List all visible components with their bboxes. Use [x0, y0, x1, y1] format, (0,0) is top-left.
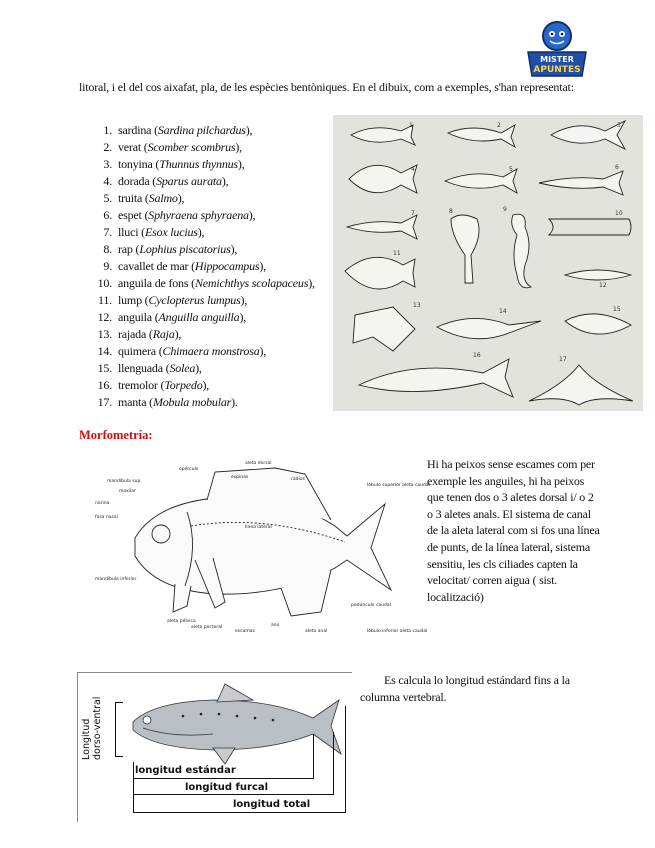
- anatomy-label-top2: espinas: [231, 475, 249, 480]
- fork-right-tick: [333, 732, 334, 795]
- species-number: 1.: [103, 123, 112, 137]
- total-line: [133, 812, 345, 813]
- fish-measurement-figure: [77, 672, 352, 822]
- measure-vertical-label: [81, 680, 103, 760]
- measure-paragraph: Es calcula lo longitud estándard fins a la columna vertebral.: [360, 673, 570, 704]
- species-number: 14.: [97, 344, 112, 358]
- species-latin-name: Salmo: [148, 191, 178, 205]
- fish-14-quimera: [437, 318, 541, 338]
- species-item: 14. quimera (Chimaera monstrosa),: [90, 343, 340, 360]
- species-number: 12.: [97, 310, 112, 324]
- plate-number: 6: [615, 164, 619, 171]
- species-latin-name: Torpedo: [164, 378, 203, 392]
- anatomy-label-left1: mandíbula sup.: [107, 479, 142, 484]
- species-latin-name: Scomber scombrus: [147, 140, 236, 154]
- standard-left-tick: [133, 762, 134, 778]
- species-common-name: tonyina: [118, 157, 153, 171]
- species-common-name: quimera: [118, 344, 156, 358]
- fish-11-lump: [345, 257, 415, 289]
- measure-fish-pelvic: [213, 748, 235, 764]
- species-latin-name: Hippocampus: [194, 259, 260, 273]
- total-right-tick: [345, 706, 346, 813]
- species-item: 16. tremolor (Torpedo),: [90, 377, 340, 394]
- plate-number: 9: [503, 206, 507, 213]
- fish-7-lluci: [347, 215, 417, 239]
- dv-bracket-bottom: [115, 756, 123, 757]
- species-common-name: anguila: [118, 310, 152, 324]
- fish-forms-illustration: [333, 115, 643, 411]
- label-longitud-total: longitud total: [233, 799, 311, 810]
- species-common-name: llenguada: [118, 361, 163, 375]
- anatomy-pelvic-fin: [173, 584, 191, 612]
- species-latin-name: Sardina pilchardus: [157, 123, 246, 137]
- plate-number: 5: [509, 166, 513, 173]
- species-number: 16.: [97, 378, 112, 392]
- fish-10-anguila-fons: [549, 219, 631, 235]
- fish-13-rajada: [353, 307, 415, 351]
- plate-number: 11: [393, 250, 401, 257]
- plate-number: 17: [559, 356, 567, 363]
- measure-fish-body: [133, 700, 341, 754]
- fish-12-anguila: [565, 270, 631, 280]
- anatomy-fish-body: [135, 498, 391, 595]
- species-item: 4. dorada (Sparus aurata),: [90, 173, 340, 190]
- species-latin-name: Sparus aurata: [156, 174, 222, 188]
- plate-number: 16: [473, 352, 481, 359]
- anatomy-label-left2: maxilar: [119, 489, 136, 494]
- species-number: 9.: [103, 259, 112, 273]
- plate-number: 2: [497, 122, 501, 129]
- species-number: 3.: [103, 157, 112, 171]
- anatomy-label-bottom3: aleta pélvica: [167, 619, 196, 624]
- plate-number: 8: [449, 208, 453, 215]
- species-common-name: manta: [118, 395, 147, 409]
- species-latin-name: Esox lucius: [144, 225, 198, 239]
- species-item: 10. anguila de fons (Nemichthys scolapaceus),: [90, 275, 340, 292]
- logo-text-1: MISTER: [540, 55, 574, 64]
- anatomy-label-left5: opérculo: [179, 467, 199, 472]
- species-number: 4.: [103, 174, 112, 188]
- fish-5-truita: [445, 169, 517, 193]
- plate-number: 13: [413, 302, 421, 309]
- species-common-name: rajada: [118, 327, 147, 341]
- species-number: 15.: [97, 361, 112, 375]
- anatomy-label-left3: narina: [95, 501, 110, 506]
- plate-number: 4: [411, 166, 415, 173]
- species-number: 13.: [97, 327, 112, 341]
- species-item: 15. llenguada (Solea),: [90, 360, 340, 377]
- fork-left-tick: [133, 778, 134, 794]
- species-common-name: truita: [118, 191, 143, 205]
- fish-1-sardina: [351, 125, 415, 145]
- logo-text-2: APUNTES: [533, 65, 581, 75]
- label-longitud-estandar: longitud estándar: [135, 765, 236, 776]
- species-item: 17. manta (Mobula mobular).: [90, 394, 340, 411]
- plate-number: 3: [617, 122, 621, 129]
- label-longitud-furcal: longitud furcal: [185, 782, 269, 793]
- dv-bracket-top: [115, 702, 123, 703]
- measure-fish-eye: [143, 716, 151, 724]
- species-item: 8. rap (Lophius piscatorius),: [90, 241, 340, 258]
- anatomy-label-mid1: línea lateral: [245, 525, 272, 530]
- measure-fish-dorsal: [217, 684, 253, 702]
- species-latin-name: Anguilla anguilla: [158, 310, 240, 324]
- dv-bracket-vertical: [115, 702, 116, 756]
- species-latin-name: Raja: [152, 327, 175, 341]
- species-common-name: dorada: [118, 174, 150, 188]
- mister-apuntes-logo: [522, 18, 592, 80]
- species-item: 11. lump (Cyclopterus lumpus),: [90, 292, 340, 309]
- anatomy-label-left4: fosa nasal: [95, 515, 118, 520]
- logo-mascot-head: [543, 22, 571, 50]
- species-item: 7. lluci (Esox lucius),: [90, 224, 340, 241]
- species-latin-name: Cyclopterus lumpus: [148, 293, 241, 307]
- fish-anatomy-diagram: [95, 456, 430, 652]
- species-common-name: tremolor: [118, 378, 158, 392]
- fork-line: [133, 794, 333, 795]
- anatomy-label-bottom1: escamas: [235, 629, 255, 634]
- species-common-name: cavallet de mar: [118, 259, 189, 273]
- total-left-tick: [133, 794, 134, 812]
- fish-2-verat: [448, 125, 515, 147]
- species-common-name: lump: [118, 293, 142, 307]
- species-latin-name: Sphyraena sphyraena: [148, 208, 249, 222]
- species-common-name: sardina: [118, 123, 152, 137]
- fish-9-cavallet: [512, 214, 531, 288]
- standard-line: [133, 778, 313, 779]
- species-latin-name: Thunnus thynnus: [159, 157, 238, 171]
- species-number: 10.: [97, 276, 112, 290]
- species-item: 13. rajada (Raja),: [90, 326, 340, 343]
- section-heading-morfometria: Morfometría:: [79, 428, 153, 442]
- anatomy-label-bottom4: ano: [271, 623, 280, 628]
- fish-3-tonyina: [551, 121, 625, 149]
- species-item: 12. anguila (Anguilla anguilla),: [90, 309, 340, 326]
- plate-number: 15: [613, 306, 621, 313]
- fish-15-llenguada: [565, 314, 631, 334]
- species-latin-name: Chimaera monstrosa: [162, 344, 260, 358]
- measure-vertical-label-1: Longitud: [81, 718, 92, 760]
- species-latin-name: Mobula mobular: [152, 395, 232, 409]
- plate-number: 10: [615, 210, 623, 217]
- fish-6-espet: [539, 171, 623, 195]
- plate-number: 12: [599, 282, 607, 289]
- measure-vertical-label-2: dorso-ventral: [92, 696, 103, 760]
- species-item: 5. truita (Salmo),: [90, 190, 340, 207]
- species-number: 5.: [103, 191, 112, 205]
- species-item: 6. espet (Sphyraena sphyraena),: [90, 207, 340, 224]
- measure-fish-drawing: [113, 678, 351, 770]
- species-item: 9. cavallet de mar (Hippocampus),: [90, 258, 340, 275]
- species-number: 7.: [103, 225, 112, 239]
- species-common-name: lluci: [118, 225, 139, 239]
- plate-number: 1: [409, 122, 413, 129]
- anatomy-label-top1: aleta dorsal: [245, 461, 272, 466]
- fish-17-manta: [529, 365, 633, 405]
- anatomy-label-right2: pedúnculo caudal: [351, 603, 391, 608]
- side-paragraph: Hi ha peixos sense escames com per exemple les anguiles, hi ha peixos que tenen dos o 3 aletes dorsal i/ o 2 o 3 aletes anals. El sistema de canal de la aleta lateral com si fos una línea de punts, de la línea lateral, sistema sensitiu, les cls ciliades capten la velocitat/ corren aigua ( sist. localització): [427, 457, 600, 604]
- plate-number: 7: [411, 210, 415, 217]
- anatomy-eye: [152, 525, 170, 543]
- fish-8-rap: [451, 215, 479, 283]
- species-number: 8.: [103, 242, 112, 256]
- anatomy-label-top3: radios: [291, 477, 305, 482]
- intro-paragraph: litoral, i el del cos aixafat, pla, de les espècies bentòniques. En el dibuix, com a exemples, s'han representat:: [79, 80, 574, 94]
- species-number: 6.: [103, 208, 112, 222]
- anatomy-label-bottom2: aleta pectoral: [191, 625, 223, 630]
- species-item: 1. sardina (Sardina pilchardus),: [90, 122, 340, 139]
- species-latin-name: Lophius piscatorius: [139, 242, 231, 256]
- species-item: 3. tonyina (Thunnus thynnus),: [90, 156, 340, 173]
- standard-right-tick: [313, 734, 314, 779]
- species-number: 2.: [103, 140, 112, 154]
- plate-number: 14: [499, 308, 507, 315]
- species-number: 11.: [98, 293, 112, 307]
- anatomy-label-bottom5: aleta anal: [305, 629, 328, 634]
- species-common-name: anguila de fons: [118, 276, 189, 290]
- anatomy-label-right1: lóbulo superior aleta caudal: [367, 483, 430, 488]
- species-list: [90, 122, 340, 411]
- fish-4-dorada: [349, 165, 417, 193]
- anatomy-label-left6: mandíbula inferior: [95, 577, 137, 582]
- anatomy-label-right3: lóbulo inferior aleta caudal: [367, 629, 428, 634]
- species-common-name: espet: [118, 208, 142, 222]
- species-common-name: rap: [118, 242, 133, 256]
- species-latin-name: Nemichthys scolapaceus: [194, 276, 309, 290]
- species-latin-name: Solea: [169, 361, 196, 375]
- species-number: 17.: [97, 395, 112, 409]
- fish-16-tremolor: [359, 359, 513, 397]
- species-item: 2. verat (Scomber scombrus),: [90, 139, 340, 156]
- species-common-name: verat: [118, 140, 141, 154]
